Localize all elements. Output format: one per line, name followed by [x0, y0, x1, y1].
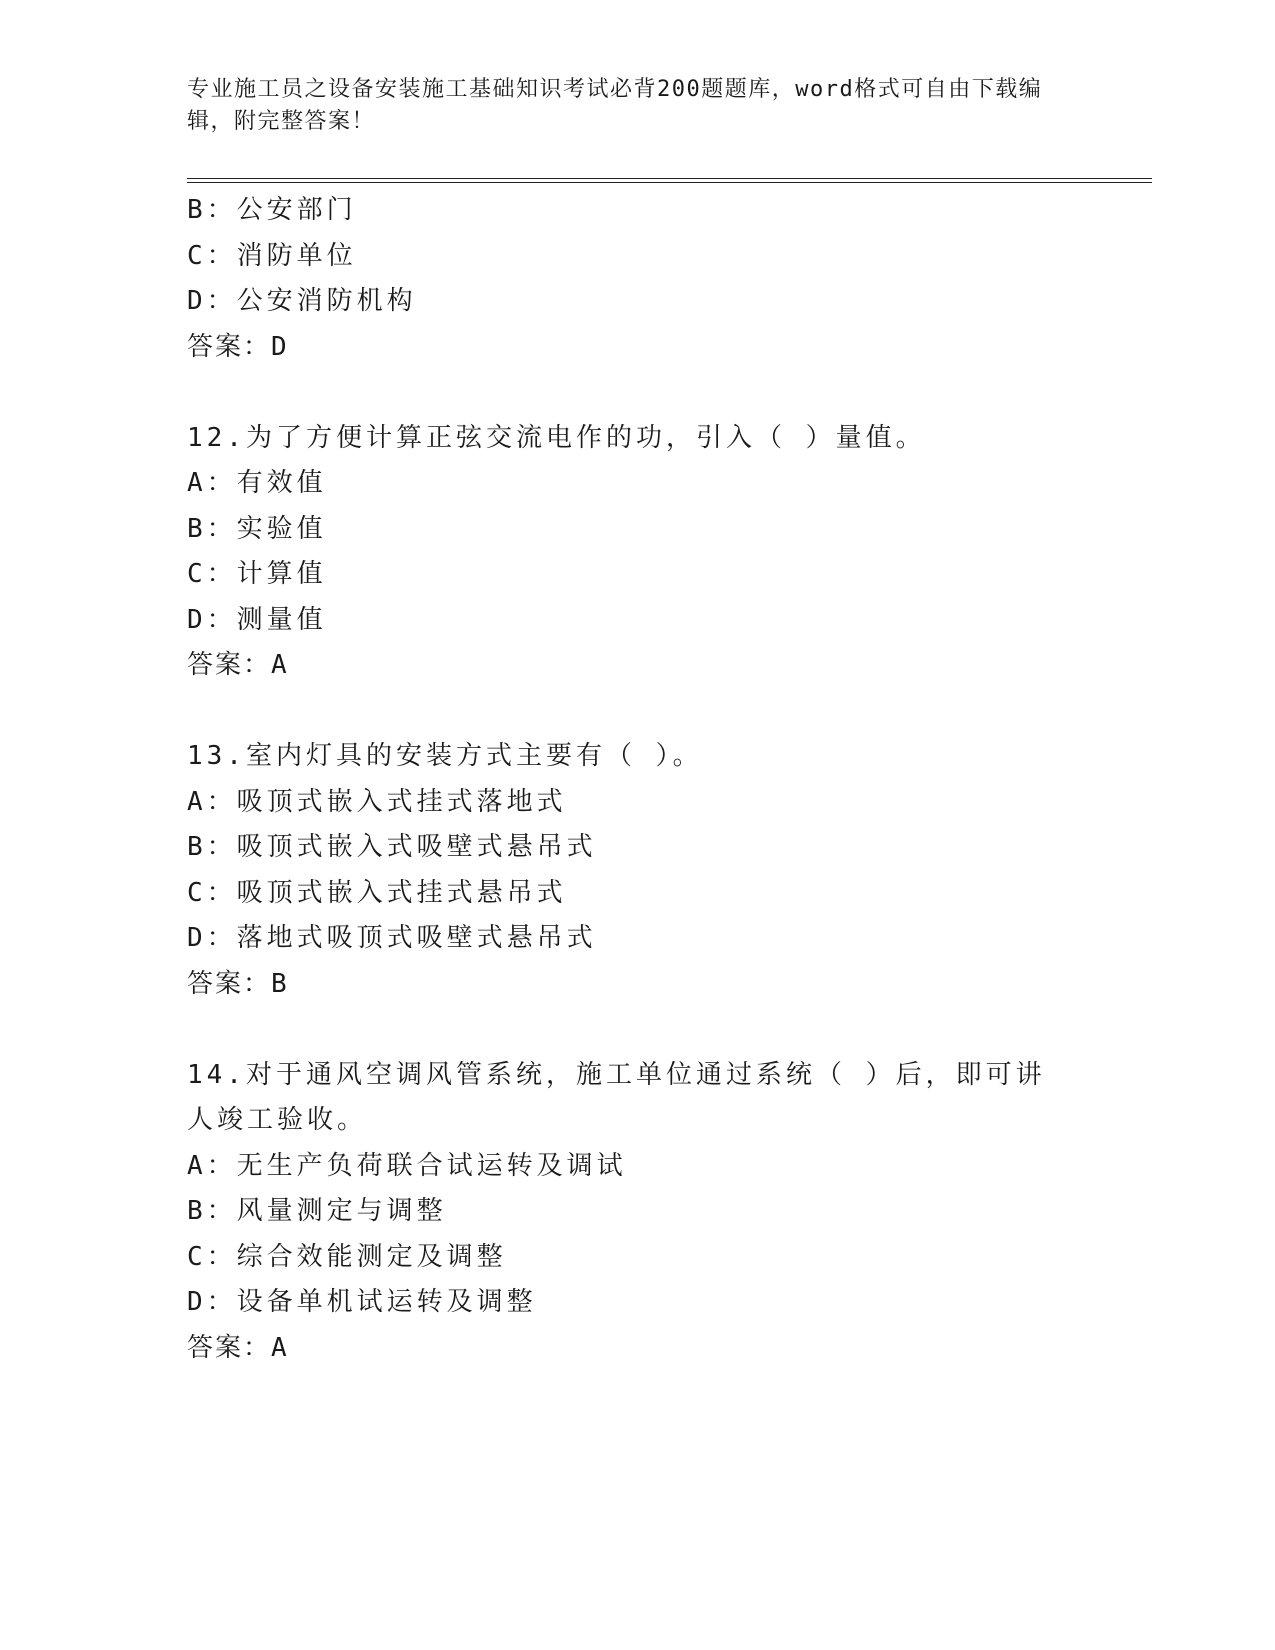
- question-11: [187, 188, 1087, 370]
- option-d: D：公安消防机构: [187, 286, 417, 316]
- question-stem: 13.室内灯具的安装方式主要有（ ）。: [187, 741, 703, 771]
- option-b: B：风量测定与调整: [187, 1196, 447, 1226]
- answer: 答案：D: [187, 331, 289, 362]
- option-d: D：设备单机试运转及调整: [187, 1287, 537, 1317]
- option-a: A：无生产负荷联合试运转及调试: [187, 1150, 627, 1181]
- spacer: [187, 1007, 1087, 1053]
- option-d: D：落地式吸顶式吸壁式悬吊式: [187, 923, 597, 953]
- option-b: B：实验值: [187, 513, 327, 544]
- spacer: [187, 689, 1087, 735]
- option-b: B：公安部门: [187, 195, 357, 225]
- header-divider-bottom: [187, 182, 1152, 183]
- question-14: [187, 1053, 1087, 1372]
- header-divider-top: [187, 178, 1152, 179]
- question-stem: 14.对于通风空调风管系统，施工单位通过系统（ ）后，即可讲人竣工验收。: [187, 1059, 1046, 1135]
- option-c: C：吸顶式嵌入式挂式悬吊式: [187, 877, 567, 908]
- option-a: A：有效值: [187, 468, 327, 498]
- document-header: 专业施工员之设备安装施工基础知识考试必背200题题库，word格式可自由下载编辑，附完整答案！: [187, 77, 1043, 134]
- question-12: [187, 416, 1087, 689]
- answer: 答案：A: [187, 1332, 289, 1363]
- option-a: A：吸顶式嵌入式挂式落地式: [187, 786, 567, 817]
- question-list: [187, 188, 1087, 1371]
- option-c: C：消防单位: [187, 240, 357, 271]
- question-13: [187, 734, 1087, 1007]
- option-d: D：测量值: [187, 604, 327, 635]
- answer: 答案：B: [187, 968, 289, 999]
- spacer: [187, 370, 1087, 416]
- option-b: B：吸顶式嵌入式吸壁式悬吊式: [187, 832, 597, 862]
- question-stem: 12.为了方便计算正弦交流电作的功，引入（ ）量值。: [187, 422, 926, 453]
- answer: 答案：A: [187, 650, 289, 680]
- option-c: C：计算值: [187, 559, 327, 589]
- option-c: C：综合效能测定及调整: [187, 1241, 507, 1272]
